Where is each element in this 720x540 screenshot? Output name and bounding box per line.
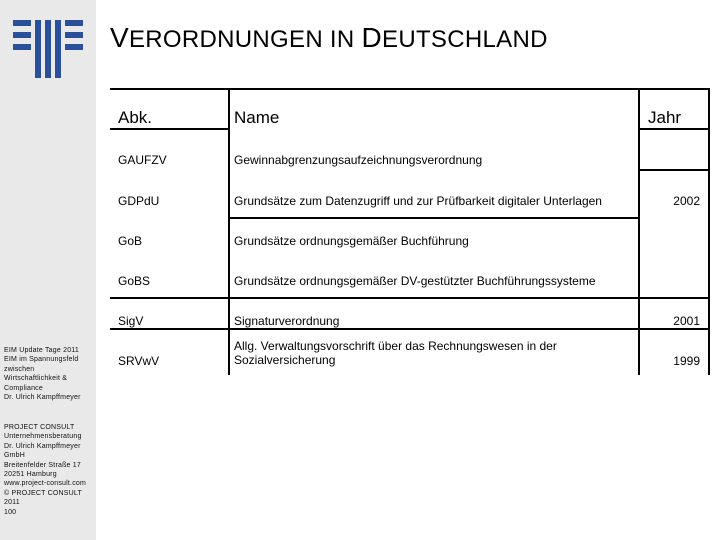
cell-jahr: 2001	[673, 314, 700, 328]
row-divider	[110, 297, 710, 299]
company-line: Dr. Ulrich Kampffmeyer	[4, 442, 81, 450]
cell-abk: GAUFZV	[118, 153, 167, 167]
header-divider	[638, 128, 710, 130]
row-divider	[110, 328, 710, 330]
event-info	[4, 346, 96, 402]
website-link[interactable]: www.project-consult.com	[4, 480, 87, 488]
title-part: D	[361, 22, 383, 53]
cell-name: Grundsätze zum Datenzugriff und zur Prüfbarkeit digitaler Unterlagen	[234, 194, 602, 208]
company-line: PROJECT CONSULT	[4, 424, 75, 431]
column-header-name: Name	[234, 108, 280, 127]
cell-jahr: 1999	[673, 354, 700, 368]
company-line: GmbH	[4, 452, 26, 460]
event-line: Wirtschaftlichkeit &	[4, 375, 68, 383]
logo-icon	[13, 20, 83, 78]
title-part: V	[110, 22, 129, 53]
sidebar	[0, 0, 96, 540]
slide-number: 100	[4, 508, 17, 516]
page-title	[110, 22, 548, 54]
event-line: EIM im Spannungsfeld	[4, 356, 79, 364]
event-line: Dr. Ulrich Kampffmeyer	[4, 394, 81, 402]
event-line: EIM Update Tage 2011	[4, 347, 79, 354]
company-info	[4, 423, 96, 517]
cell-name: Allg. Verwaltungsvorschrift über das Rechnungswesen in der Sozialversicherung	[234, 339, 557, 367]
column-header-jahr: Jahr	[648, 108, 682, 127]
cell-name: Signaturverordnung	[234, 314, 340, 328]
event-line: zwischen	[4, 365, 35, 373]
cell-jahr: 2002	[673, 194, 700, 208]
title-part: ERORDNUNGEN IN	[128, 26, 362, 53]
column-header-abk: Abk.	[118, 108, 153, 127]
cell-name: Gewinnabgrenzungsaufzeichnungsverordnung	[234, 153, 483, 167]
event-line: Compliance	[4, 384, 43, 392]
row-divider	[638, 169, 710, 171]
column-divider	[638, 90, 640, 375]
cell-abk: SRVwV	[118, 354, 160, 368]
cell-name: Grundsätze ordnungsgemäßer DV-gestützter Buchführungssysteme	[234, 274, 596, 288]
cell-abk: SigV	[118, 314, 144, 328]
company-line: 20251 Hamburg	[4, 471, 57, 479]
company-line: Unternehmensberatung	[4, 433, 82, 441]
company-line: Breitenfelder Straße 17	[4, 461, 81, 469]
row-divider	[228, 217, 638, 219]
cell-abk: GoB	[118, 234, 143, 248]
title-part: EUTSCHLAND	[382, 26, 548, 53]
regulations-table	[110, 90, 710, 375]
column-divider	[228, 90, 230, 375]
header-divider	[110, 128, 230, 130]
table-right-border	[708, 90, 710, 375]
company-line: 2011	[4, 499, 20, 507]
cell-name: Grundsätze ordnungsgemäßer Buchführung	[234, 234, 469, 248]
company-line: © PROJECT CONSULT	[4, 489, 82, 497]
cell-abk: GoBS	[118, 274, 151, 288]
cell-abk: GDPdU	[118, 194, 160, 208]
